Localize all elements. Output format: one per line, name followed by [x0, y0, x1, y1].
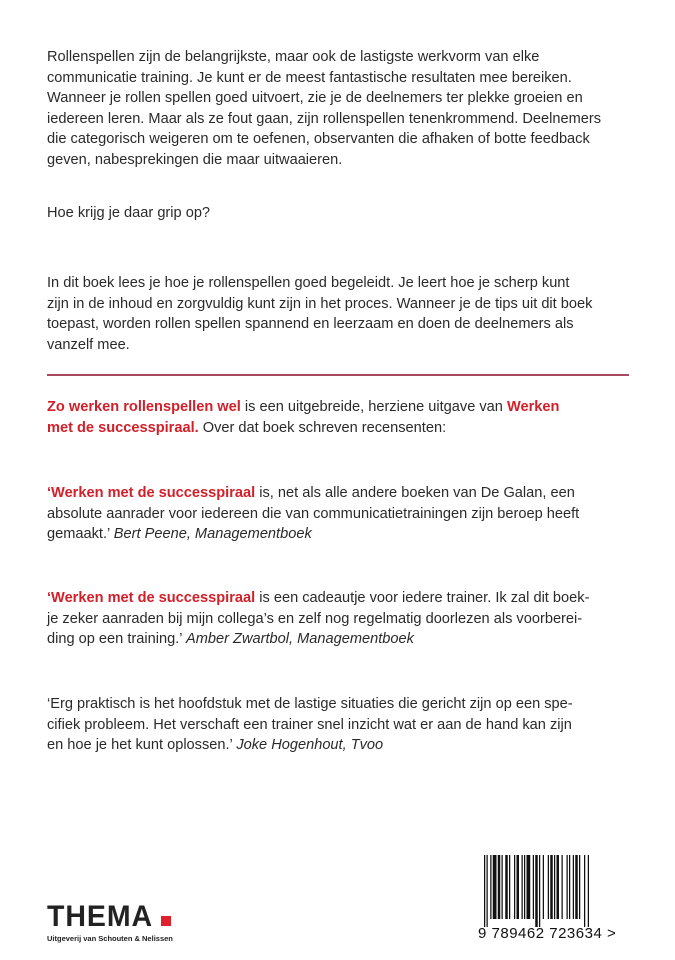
- isbn-number: 9 789462 723634 >: [478, 925, 617, 942]
- barcode-bar: [569, 855, 570, 919]
- logo-square-icon: [161, 916, 171, 926]
- barcode-bar: [550, 855, 553, 919]
- review-3: [47, 694, 647, 756]
- text: gemaakt.’: [47, 526, 114, 543]
- barcode-bar: [579, 855, 580, 919]
- barcode-bar: [535, 855, 538, 927]
- review-author: Bert Peene, Managementboek: [113, 526, 312, 543]
- text-line: In dit boek lees je hoe je rollenspellen goed begeleidt. Je leert hoe je scherp kunt: [47, 275, 570, 291]
- intro-paragraph: [47, 47, 647, 171]
- barcode-bar: [527, 855, 531, 919]
- barcode-bar: [584, 855, 585, 927]
- text-line: zijn in de inhoud en zorgvuldig kunt zijn in het proces. Wanneer je de tips uit dit boek: [47, 295, 593, 312]
- review-author: Amber Zwartbol, Managementboek: [186, 631, 414, 648]
- text-line: iedereen leren. Maar als ze fout gaan, zijn rollenspellen tenenkrommend. Deelnemers: [47, 110, 602, 127]
- question: Hoe krijg je daar grip op?: [47, 205, 211, 221]
- text-line: geven, nabesprekingen die maar uitwaaieren.: [47, 151, 343, 168]
- text-line: je zeker aanraden bij mijn collega’s en zelf nog regelmatig doorlezen als voorberei-: [47, 610, 583, 627]
- barcode-bar: [509, 855, 510, 919]
- barcode-bar: [539, 855, 540, 927]
- review-author: Joke Hogenhout, Tvoo: [236, 737, 384, 754]
- text: Over dat boek schreven recensenten:: [198, 419, 447, 436]
- text-line: [47, 418, 647, 439]
- text-line: toepast, worden rollen spellen spannend en leerzaam en doen de deelnemers als: [47, 316, 574, 333]
- barcode-bar: [533, 855, 534, 919]
- barcode-bar: [505, 855, 508, 919]
- barcode-bar: [484, 855, 485, 927]
- barcode-bar: [524, 855, 525, 919]
- review-1: [47, 483, 647, 545]
- text-line: absolute aanrader voor iedereen die van communicatietrainingen zijn beroep heeft: [47, 505, 580, 522]
- text: ding op een training.’: [47, 631, 187, 648]
- text: is een cadeautje voor iedere trainer. Ik zal dit boek-: [255, 590, 590, 606]
- barcode-bar: [575, 855, 578, 919]
- barcode-bar: [517, 855, 520, 919]
- about-paragraph: [47, 273, 647, 355]
- barcode-bar: [543, 855, 544, 919]
- barcode-bar: [514, 855, 515, 919]
- barcode-bar: [567, 855, 568, 919]
- edition-paragraph: [47, 397, 647, 438]
- review-title: ‘Werken met de successpiraal: [47, 590, 256, 606]
- barcode-bar: [493, 855, 497, 919]
- text-line: Wanneer je rollen spellen goed uitvoert, zie je de deelnemers ter plekke groeien en: [47, 90, 583, 107]
- divider: [47, 374, 629, 376]
- previous-title: Werken: [506, 399, 560, 415]
- barcode-bar: [487, 855, 488, 927]
- text-line: [47, 397, 647, 418]
- logo-tagline: Uitgeverij van Schouten & Nelissen: [47, 933, 173, 943]
- previous-title: met de successpiraal.: [47, 419, 199, 436]
- barcode-bars: [484, 855, 629, 927]
- review-title: ‘Werken met de successpiraal: [47, 485, 256, 501]
- barcode-bar: [588, 855, 589, 927]
- text-line: die categorisch weigeren om te oefenen, observanten die afhaken of botte feedback: [47, 131, 590, 148]
- text: is, net als alle andere boeken van De Galan, een: [255, 485, 575, 501]
- barcode-bar: [502, 855, 503, 919]
- text-line: cifiek probleem. Het verschaft een trainer snel inzicht wat er aan de hand kan zijn: [47, 716, 572, 733]
- book-title: Zo werken rollenspellen wel: [47, 399, 241, 415]
- barcode-bar: [522, 855, 523, 919]
- review-2: [47, 588, 647, 650]
- barcode-bar: [554, 855, 555, 919]
- text: en hoe je het kunt oplossen.’: [47, 737, 237, 754]
- barcode-bar: [548, 855, 549, 919]
- logo-wordmark: THEMA: [47, 900, 154, 933]
- barcode-bar: [490, 855, 491, 919]
- text-line: vanzelf mee.: [47, 336, 130, 353]
- text-line: communicatie training. Je kunt er de meest fantastische resultaten mee bereiken.: [47, 69, 572, 86]
- isbn-barcode: [478, 855, 638, 945]
- text-line: ‘Erg praktisch is het hoofdstuk met de lastige situaties die gericht zijn op een spe-: [47, 696, 573, 712]
- barcode-bar: [562, 855, 563, 919]
- publisher-logo: [47, 902, 173, 944]
- text-line: Rollenspellen zijn de belangrijkste, maar ook de lastigste werkvorm van elke: [47, 49, 540, 65]
- barcode-bar: [573, 855, 574, 919]
- barcode-bar: [557, 855, 560, 919]
- text: is een uitgebreide, herziene uitgave van: [240, 399, 507, 415]
- barcode-bar: [498, 855, 501, 919]
